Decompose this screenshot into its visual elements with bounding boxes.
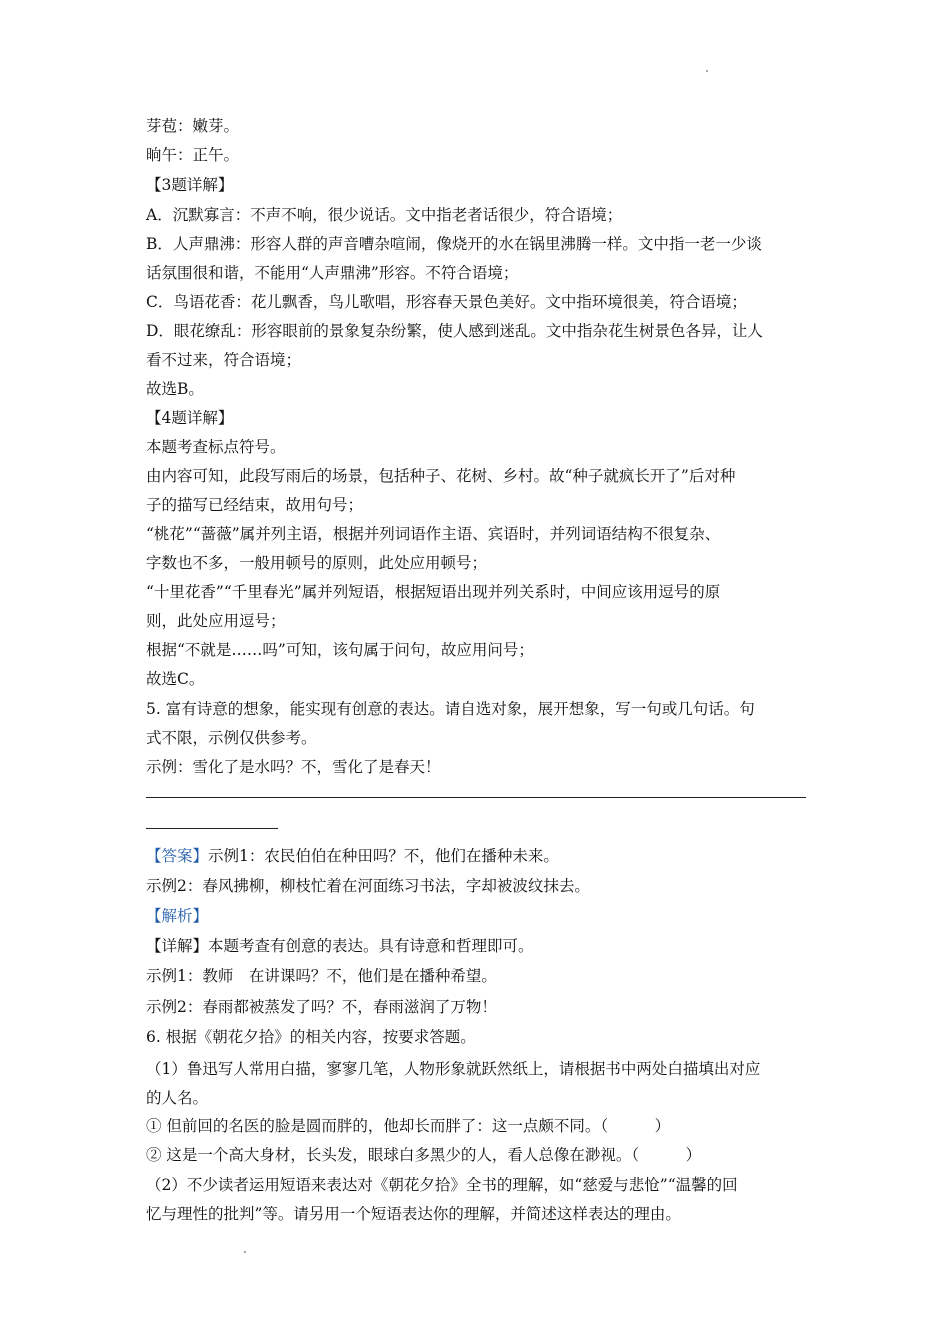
question-5: 5. 富有诗意的想象，能实现有创意的表达。请自选对象，展开想象，写一句或几句话。句 <box>146 700 755 718</box>
text-line: 则，此处应用逗号； <box>146 612 286 630</box>
detail-line: 【详解】本题考查有创意的表达。具有诗意和哲理即可。 <box>146 937 534 955</box>
text-line: “桃花”“蔷薇”属并列主语，根据并列词语作主语、宾语时，并列词语结构不很复杂、 <box>146 525 721 543</box>
answer-line: 示例2：春风拂柳，柳枝忙着在河面练习书法，字却被波纹抹去。 <box>146 877 590 895</box>
answer-blank-line <box>146 797 806 798</box>
text-line: 式不限，示例仅供参考。 <box>146 729 317 747</box>
text-line: D．眼花缭乱：形容眼前的景象复杂纷繁，使人感到迷乱。文中指杂花生树景色各异，让人 <box>146 322 763 340</box>
text-line: A．沉默寡言：不声不响，很少说话。文中指老者话很少，符合语境； <box>146 206 623 224</box>
text-line: （2）不少读者运用短语来表达对《朝花夕拾》全书的理解，如“慈爱与悲怆”“温馨的回 <box>146 1176 738 1194</box>
analysis-tag: 【解析】 <box>146 907 209 925</box>
answer-line: 【答案】示例1：农民伯伯在种田吗？不，他们在播种未来。 <box>146 847 559 865</box>
text-line: 的人名。 <box>146 1089 209 1107</box>
page-mark <box>244 1251 246 1253</box>
text-line: 示例：雪化了是水吗？不，雪化了是春天！ <box>146 758 441 776</box>
text-line: 子的描写已经结束，故用句号； <box>146 496 364 514</box>
section-heading: 【4题详解】 <box>146 409 234 427</box>
text-line: （1）鲁迅写人常用白描，寥寥几笔，人物形象就跃然纸上，请根据书中两处白描填出对应 <box>146 1060 761 1078</box>
text-line: 由内容可知，此段写雨后的场景，包括种子、花树、乡村。故“种子就疯长开了”后对种 <box>146 467 736 485</box>
detail-line: 示例2：春雨都被蒸发了吗？不，春雨滋润了万物！ <box>146 998 497 1016</box>
text-line: “十里花香”“千里春光”属并列短语，根据短语出现并列关系时，中间应该用逗号的原 <box>146 583 721 601</box>
text-line: ② 这是一个高大身材，长头发，眼球白多黑少的人，看人总像在渺视。（ ） <box>146 1146 702 1164</box>
answer-tag: 【答案】 <box>146 847 209 865</box>
text-line: 话氛围很和谐，不能用“人声鼎沸”形容。不符合语境； <box>146 264 519 282</box>
text-line: 晌午：正午。 <box>146 146 240 164</box>
question-6: 6. 根据《朝花夕拾》的相关内容，按要求答题。 <box>146 1028 476 1046</box>
text-line: 故选C。 <box>146 670 205 688</box>
answer-blank-line <box>146 828 278 829</box>
text-line: C．鸟语花香：花儿飘香，鸟儿歌唱，形容春天景色美好。文中指环境很美，符合语境； <box>146 293 747 311</box>
text-line: 根据“不就是……吗”可知，该句属于问句，故应用问号； <box>146 641 534 659</box>
text-line: 字数也不多，一般用顿号的原则，此处应用顿号； <box>146 554 488 572</box>
text-line: 本题考查标点符号。 <box>146 438 286 456</box>
text-line: B．人声鼎沸：形容人群的声音嘈杂喧闹，像烧开的水在锅里沸腾一样。文中指一老一少谈 <box>146 235 762 253</box>
detail-line: 示例1：教师 在讲课吗？不，他们是在播种希望。 <box>146 967 497 985</box>
text-line: 看不过来，符合语境； <box>146 351 302 369</box>
page-mark <box>706 70 708 72</box>
section-heading: 【3题详解】 <box>146 176 234 194</box>
text-line: 忆与理性的批判”等。请另用一个短语表达你的理解，并简述这样表达的理由。 <box>146 1205 681 1223</box>
text-line: 芽苞：嫩芽。 <box>146 117 240 135</box>
text-line: ① 但前回的名医的脸是圆而胖的，他却长而胖了：这一点颇不同。（ ） <box>146 1117 671 1135</box>
text-line: 故选B。 <box>146 380 204 398</box>
